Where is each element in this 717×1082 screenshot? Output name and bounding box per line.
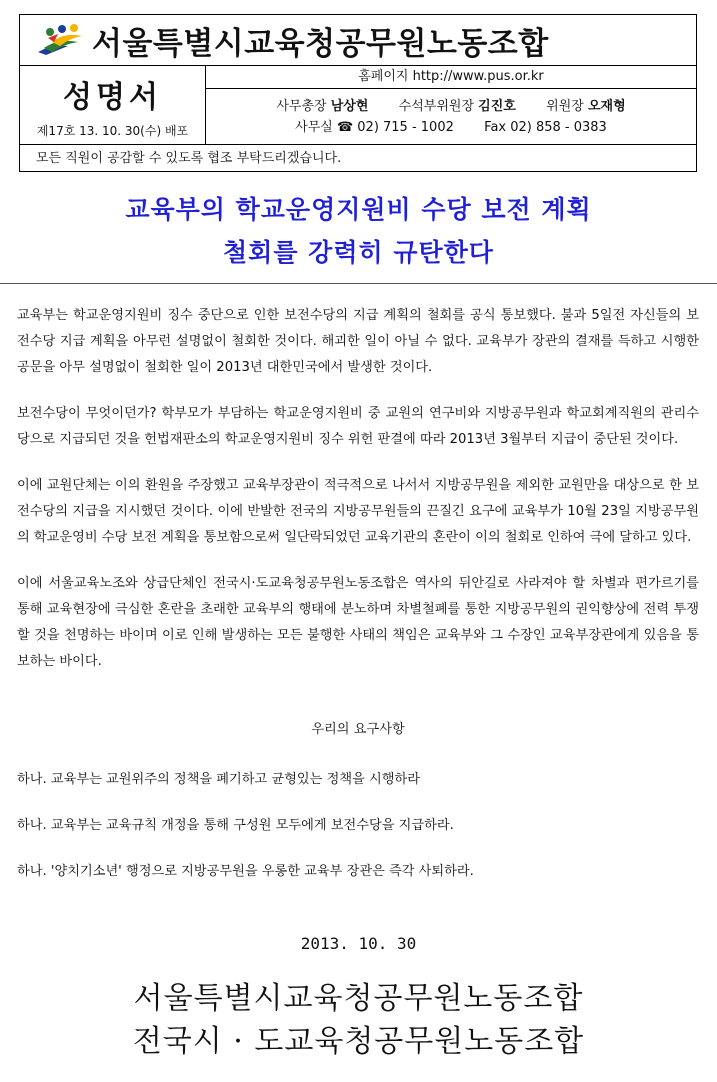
letterhead-info-row xyxy=(20,66,696,145)
doc-type-box xyxy=(20,66,206,144)
body-paragraph: 이에 교원단체는 이의 환원을 주장했고 교육부장관이 적극적으로 나서서 지방공무원을 제외한 교원만을 대상으로 한 보전수당의 지급을 지시했던 것이다. 이에 반발한 전국의 지방공무원들의 끈질긴 요구에 교육부가 10월 23일 지방공무원의 학교운영비 수당 보전 계획을 통보함으로써 일단락되었던 교육기관의 혼란이 이의 철회로 인하여 극에 달하고 있다. xyxy=(17,478,699,545)
letterhead-title-row xyxy=(20,15,696,66)
demand-item: 하나. 교육부는 교원위주의 정책을 폐기하고 균형있는 정책을 시행하라 xyxy=(17,772,420,787)
signature-union-national: 전국시 · 도교육청공무원노동조합 xyxy=(132,1024,585,1059)
union-name-title: 서울특별시교육청공무원노동조합 xyxy=(92,25,549,62)
letterhead xyxy=(19,14,697,172)
office-phone: 사무실 ☎ 02) 715 - 1002 xyxy=(295,120,454,135)
issue-info: 제17호 13. 10. 30(수) 배포 xyxy=(36,124,189,138)
statement-date: 2013. 10. 30 xyxy=(300,934,417,953)
doc-type-label: 성명서 xyxy=(63,80,162,115)
notice-line: 모든 직원이 공감할 수 있도록 협조 부탁드리겠습니다. xyxy=(36,151,342,166)
body-paragraph: 이에 서울교육노조와 상급단체인 전국시·도교육청공무원노동조합은 역사의 뒤안길로 사라져야 할 차별과 편가르기를 통해 교육현장에 극심한 혼란을 초래한 교육부의 행태에 분노하며 차별철폐를 통한 지방공무원의 권익향상에 전력 투쟁할 것을 천명하는 바이며 이로 인해 발생하는 모든 불행한 사태의 책임은 교육부와 그 수장인 교육부장관에게 있음을 통보하는 바이다. xyxy=(17,576,699,669)
contact-box xyxy=(206,66,696,144)
union-logo-icon xyxy=(34,22,86,58)
body-paragraph: 보전수당이 무엇이던가? 학부모가 부담하는 학교운영지원비 중 교원의 연구비와 지방공무원과 학교회계직원의 관리수당으로 지급되던 것을 헌법재판소의 학교운영지원비 징수 위헌 판결에 따라 2013년 3월부터 지급이 중단된 것이다. xyxy=(17,406,699,447)
homepage-text: 홈페이지 http://www.pus.or.kr xyxy=(206,66,696,89)
body-paragraph: 교육부는 학교운영지원비 징수 중단으로 인한 보전수당의 지급 계획의 철회를 공식 통보했다. 불과 5일전 자신들의 보전수당 지급 계획을 아무런 설명없이 철회한 것이다. 해괴한 일이 아닐 수 없다. 교육부가 장관의 결재를 득하고 시행한 공문을 아무 설명없이 철회한 일이 2013년 대한민국에서 발생한 것이다. xyxy=(17,308,699,375)
contact-line xyxy=(206,116,696,135)
statement-body xyxy=(17,303,699,905)
demands-title: 우리의 요구사항 xyxy=(311,722,405,737)
officer-name: 오재형 xyxy=(587,99,626,114)
fax-number: Fax 02) 858 - 0383 xyxy=(484,120,607,135)
demand-item: 하나. 교육부는 교육규칙 개정을 통해 구성원 모두에게 보전수당을 지급하라. xyxy=(17,818,454,833)
divider xyxy=(0,283,717,284)
officer-title: 수석부위원장 xyxy=(398,99,475,114)
officer-title: 위원장 xyxy=(546,99,584,114)
officer-title: 사무총장 xyxy=(276,99,327,114)
officer-name: 김진호 xyxy=(478,99,516,114)
officer-name: 남상현 xyxy=(330,99,369,114)
headline-line-1: 교육부의 학교운영지원비 수당 보전 계획 xyxy=(125,195,592,224)
officers-line xyxy=(206,95,696,114)
signature-union-seoul: 서울특별시교육청공무원노동조합 xyxy=(133,981,584,1016)
demand-item: 하나. '양치기소년' 행정으로 지방공무원을 우롱한 교육부 장관은 즉각 사퇴하라. xyxy=(17,864,474,879)
headline-line-2: 철회를 강력히 규탄한다 xyxy=(223,238,494,267)
